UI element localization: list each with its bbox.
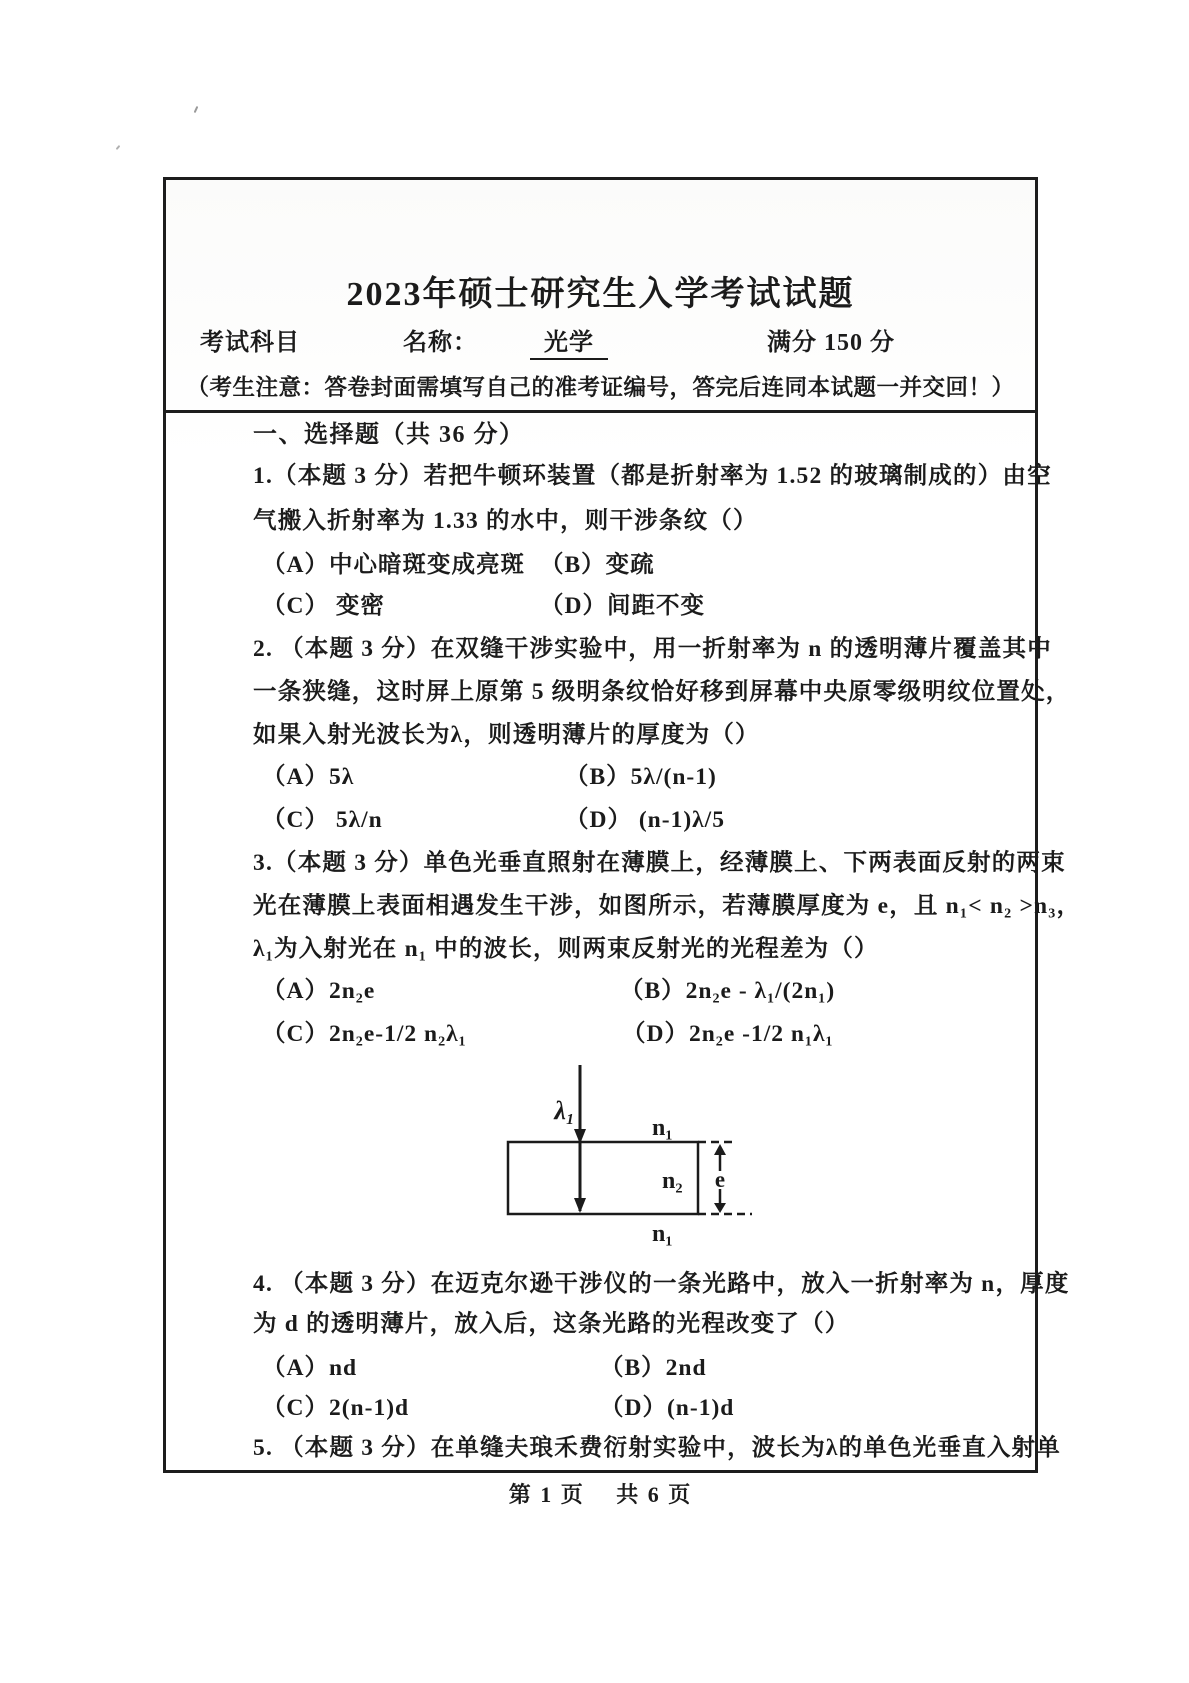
question-2-line: 2. （本题 3 分）在双缝干涉实验中，用一折射率为 n 的透明薄片覆盖其中 [253, 636, 1052, 662]
q2-option-d: （D） (n-1)λ/5 [565, 807, 725, 833]
scan-speck [194, 106, 199, 113]
q4-option-a: （A）nd [262, 1355, 358, 1381]
q1-option-d: （D）间距不变 [540, 593, 705, 619]
thickness-arrow-up-head [714, 1144, 726, 1155]
q2-option-b: （B）5λ/(n-1) [565, 764, 717, 790]
medium-film-label: n₂ [662, 1168, 683, 1194]
q3-option-a: （A）2n₂e [262, 978, 376, 1004]
scan-speck [116, 145, 121, 150]
thickness-label: e [714, 1167, 726, 1192]
q1-option-a: （A）中心暗斑变成亮斑 [262, 552, 525, 578]
question-4-line: 为 d 的透明薄片，放入后，这条光路的光程改变了（） [253, 1311, 850, 1337]
q2-option-c: （C） 5λ/n [262, 807, 383, 833]
score-label: 满分 150 分 [767, 330, 895, 356]
question-1-line: 1.（本题 3 分）若把牛顿环装置（都是折射率为 1.52 的玻璃制成的）由空 [253, 463, 1052, 489]
q3-option-c: （C）2n₂e-1/2 n₂λ₁ [262, 1021, 467, 1047]
header-separator [163, 410, 1038, 413]
page-footer: 第 1 页 共 6 页 [508, 1482, 693, 1507]
q4-option-c: （C）2(n-1)d [262, 1395, 410, 1421]
subject-label: 考试科目 [200, 330, 300, 356]
q2-option-a: （A）5λ [262, 764, 355, 790]
question-5-line: 5. （本题 3 分）在单缝夫琅禾费衍射实验中，波长为λ的单色光垂直入射单 [253, 1435, 1061, 1461]
subject-value: 光学 [530, 330, 608, 360]
medium-bottom-label: n₁ [652, 1221, 673, 1247]
q4-option-b: （B）2nd [600, 1355, 707, 1381]
name-label: 名称： [403, 330, 478, 356]
q1-option-b: （B）变疏 [540, 552, 655, 578]
candidate-notice: （考生注意：答卷封面需填写自己的准考证编号，答完后连同本试题一并交回！） [186, 375, 1015, 400]
exam-title: 2023年硕士研究生入学考试试题 [346, 276, 855, 313]
q4-option-d: （D）(n-1)d [600, 1395, 735, 1421]
question-3-line: 光在薄膜上表面相遇发生干涉，如图所示，若薄膜厚度为 e，且 n₁< n₂ >n₃， [253, 893, 1082, 919]
medium-top-label: n₁ [652, 1115, 673, 1141]
question-3-line: λ₁为入射光在 n₁ 中的波长，则两束反射光的光程差为（） [253, 936, 879, 962]
question-2-line: 一条狭缝，这时屏上原第 5 级明条纹恰好移到屏幕中央原零级明纹位置处， [253, 679, 1071, 705]
thickness-arrow-down-head [714, 1203, 726, 1213]
thin-film-figure [480, 1055, 800, 1255]
question-2-line: 如果入射光波长为λ，则透明薄片的厚度为（） [253, 722, 760, 748]
section-heading: 一、选择题（共 36 分） [253, 422, 525, 448]
q3-option-b: （B）2n₂e - λ₁/(2n₁) [620, 978, 836, 1004]
question-4-line: 4. （本题 3 分）在迈克尔逊干涉仪的一条光路中，放入一折射率为 n，厚度 [253, 1271, 1070, 1297]
question-1-line: 气搬入折射率为 1.33 的水中，则干涉条纹（） [253, 508, 758, 534]
question-3-line: 3.（本题 3 分）单色光垂直照射在薄膜上，经薄膜上、下两表面反射的两束 [253, 850, 1066, 876]
q3-option-d: （D）2n₂e -1/2 n₁λ₁ [622, 1021, 834, 1047]
incident-wavelength-label: λ₁ [554, 1096, 575, 1125]
q1-option-c: （C） 变密 [262, 593, 385, 619]
transmitted-ray-arrowhead [574, 1198, 586, 1213]
